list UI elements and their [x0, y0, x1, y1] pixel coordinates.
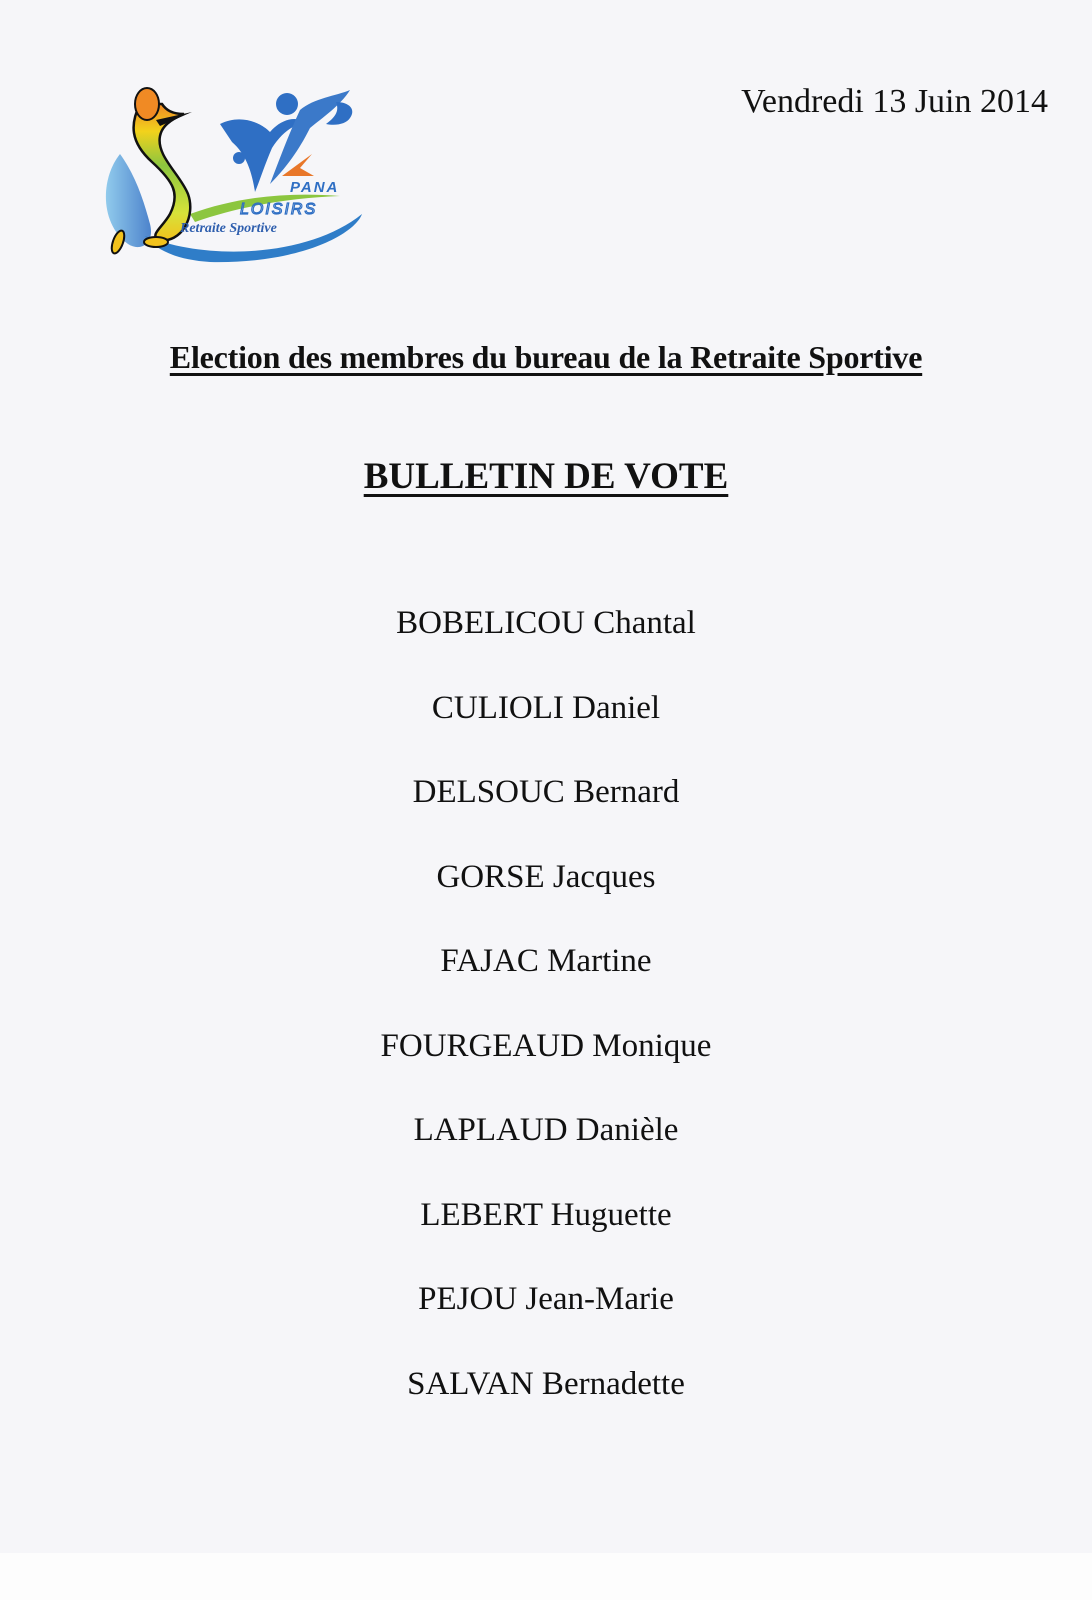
election-title-text: Election des membres du bureau de la Retraite Sportive [169, 339, 923, 375]
logo-text-retraite: Retraite Sportive [180, 221, 277, 236]
scan-margin [0, 1553, 1092, 1600]
candidate-item: PEJOU Jean-Marie [418, 1281, 674, 1317]
candidate-item: GORSE Jacques [436, 858, 656, 895]
candidate-item: FOURGEAUD Monique [380, 1027, 712, 1064]
pana-loisirs-logo-icon [100, 84, 370, 268]
candidate-item: CULIOLI Daniel [431, 689, 661, 726]
candidate-item: FAJAC Martine [440, 943, 652, 979]
candidate-item: LEBERT Huguette [420, 1196, 672, 1233]
candidate-item: SALVAN Bernadette [407, 1365, 685, 1402]
candidate-item: LAPLAUD Danièle [413, 1112, 679, 1148]
candidate-item: DELSOUC Bernard [412, 774, 680, 810]
logo-text-pana: PANA [290, 179, 340, 196]
document-date: Vendredi 13 Juin 2014 [741, 83, 1048, 120]
ballot-title [0, 455, 1092, 498]
candidate-item: BOBELICOU Chantal [396, 605, 696, 641]
candidate-list [0, 603, 1092, 1448]
ballot-title-text: BULLETIN DE VOTE [363, 456, 729, 497]
election-title [0, 339, 1092, 376]
logo-text-loisirs: LOISIRS [240, 201, 318, 218]
